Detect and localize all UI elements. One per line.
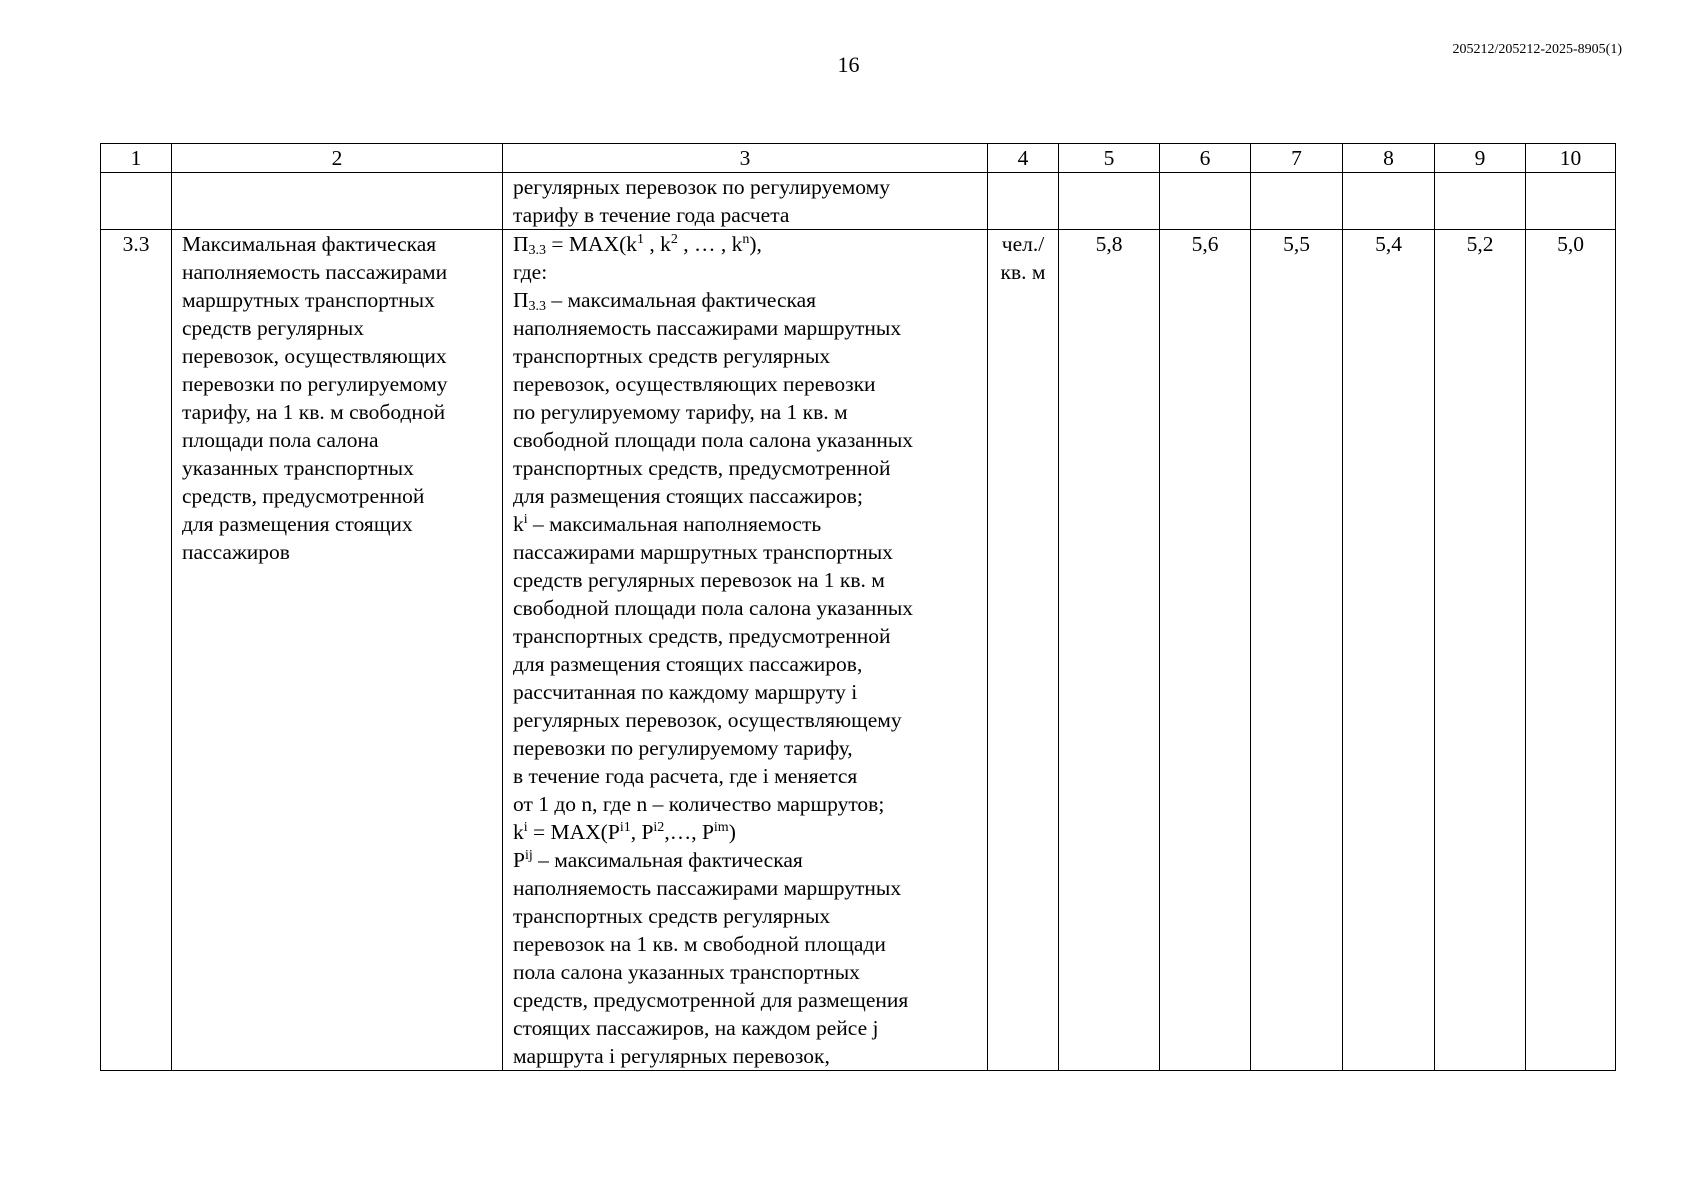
text-line: пассажиров [182, 540, 290, 564]
column-header: 4 [988, 144, 1059, 173]
column-header: 5 [1059, 144, 1160, 173]
text-line: по регулируемому тарифу, на 1 кв. м [513, 400, 848, 424]
table-cell [172, 173, 503, 230]
table-cell [1526, 173, 1616, 230]
unit-line: кв. м [1000, 260, 1046, 284]
text-line: регулярных перевозок по регулируемому [513, 175, 890, 199]
column-header: 8 [1343, 144, 1435, 173]
value-cell: 5,2 [1435, 230, 1526, 1071]
text-line: для размещения стоящих [182, 512, 413, 536]
text-line: пассажирами маршрутных транспортных [513, 540, 893, 564]
text-line: перевозок на 1 кв. м свободной площади [513, 932, 886, 956]
indicator-row-3-3 [101, 230, 1616, 1071]
text-line: тарифу, на 1 кв. м свободной [182, 400, 446, 424]
text-line: перевозок, осуществляющих перевозки [513, 372, 876, 396]
table-cell [1435, 173, 1526, 230]
column-header: 7 [1251, 144, 1343, 173]
column-header: 3 [503, 144, 988, 173]
text-line: площади пола салона [182, 428, 379, 452]
page-number: 16 [837, 52, 860, 77]
table-cell [1343, 173, 1435, 230]
indicator-name-cell [172, 230, 503, 1071]
text-line: транспортных средств, предусмотренной [513, 624, 891, 648]
text-line: средств регулярных [182, 316, 364, 340]
column-header: 2 [172, 144, 503, 173]
text-line: средств регулярных перевозок на 1 кв. м [513, 568, 885, 592]
value-cell: 5,6 [1160, 230, 1251, 1071]
table-cell [101, 173, 172, 230]
column-header: 1 [101, 144, 172, 173]
text-line: указанных транспортных [182, 456, 414, 480]
formula-description-cell [503, 230, 988, 1071]
p-definition-head: $П_{3.3}$ – максимальная фактическая [513, 288, 817, 314]
text-line: для размещения стоящих пассажиров; [513, 484, 863, 508]
value-cell: 5,4 [1343, 230, 1435, 1071]
text-line: стоящих пассажиров, на каждом рейсе j [513, 1016, 879, 1040]
indicators-table [100, 143, 1616, 1071]
text-line: транспортных средств, предусмотренной [513, 456, 891, 480]
text-line: для размещения стоящих пассажиров, [513, 652, 863, 676]
continuation-text-cell [503, 173, 988, 230]
text-line: в течение года расчета, где i меняется [513, 764, 858, 788]
k-definition-head: $k^i$ – максимальная наполняемость [513, 512, 822, 536]
text-line: наполняемость пассажирами маршрутных [513, 876, 902, 900]
value-cell: 5,0 [1526, 230, 1616, 1071]
document-id: 205212/205212-2025-8905(1) [1452, 42, 1622, 57]
text-line: транспортных средств регулярных [513, 904, 831, 928]
text-line: свободной площади пола салона указанных [513, 428, 914, 452]
column-header: 10 [1526, 144, 1616, 173]
text-line: перевозок, осуществляющих [182, 344, 447, 368]
text-line: регулярных перевозок, осуществляющему [513, 708, 902, 732]
text-line: Максимальная фактическая [182, 232, 437, 256]
pij-definition-head: $P^{ij}$ – максимальная фактическая [513, 848, 803, 872]
text-line: транспортных средств регулярных [513, 344, 831, 368]
text-line: рассчитанная по каждому маршруту i [513, 680, 858, 704]
unit-cell [988, 230, 1059, 1071]
where-label: где: [513, 260, 548, 284]
value-cell: 5,8 [1059, 230, 1160, 1071]
text-line: перевозки по регулируемому [182, 372, 448, 396]
table-cell [1160, 173, 1251, 230]
column-header: 6 [1160, 144, 1251, 173]
text-line: от 1 до n, где n – количество маршрутов; [513, 792, 885, 816]
k-formula: $k^i = MAX(P^{i1}$, $P^{i2},\dots$, $P^{im}$) [513, 820, 736, 844]
text-line: наполняемость пассажирами [182, 260, 448, 284]
table-cell [988, 173, 1059, 230]
text-line: маршрута i регулярных перевозок, [513, 1044, 830, 1068]
text-line: наполняемость пассажирами маршрутных [513, 316, 902, 340]
continuation-row [101, 173, 1616, 230]
text-line: перевозки по регулируемому тарифу, [513, 736, 853, 760]
table-cell [1251, 173, 1343, 230]
column-number-row [101, 144, 1616, 173]
text-line: свободной площади пола салона указанных [513, 596, 914, 620]
text-line: тарифу в течение года расчета [513, 203, 790, 227]
row-number: 3.3 [101, 230, 172, 1071]
unit-line: чел./ [1001, 232, 1045, 256]
text-line: маршрутных транспортных [182, 288, 435, 312]
text-line: средств, предусмотренной для размещения [513, 988, 909, 1012]
table-cell [1059, 173, 1160, 230]
value-cell: 5,5 [1251, 230, 1343, 1071]
text-line: средств, предусмотренной [182, 484, 425, 508]
main-formula: $П_{3.3} = MAX(k^1$ , $k^2$ , … , $k^n$), [513, 232, 762, 258]
column-header: 9 [1435, 144, 1526, 173]
text-line: пола салона указанных транспортных [513, 960, 860, 984]
